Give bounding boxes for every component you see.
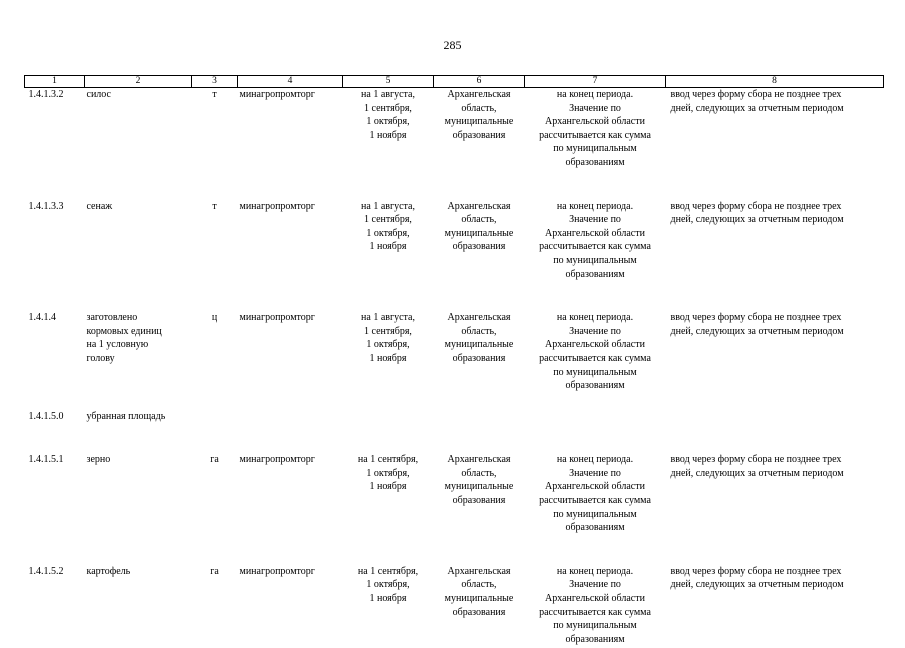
row-period-line: рассчитывается как сумма (527, 494, 664, 508)
row-method (666, 410, 884, 426)
row-dates-line: 1 октября, (345, 467, 432, 481)
row-period-line: образованиям (527, 156, 664, 170)
row-period-line: на конец периода. (527, 200, 664, 214)
row-spacer-cell (25, 425, 884, 453)
row-dates-line: на 1 сентября, (345, 565, 432, 579)
header-col-7: 7 (525, 76, 666, 88)
row-territory-line: муниципальные (436, 338, 523, 352)
row-territory-line: образования (436, 494, 523, 508)
row-dates (343, 453, 434, 537)
row-territory-line: муниципальные (436, 592, 523, 606)
row-method (666, 453, 884, 537)
row-name-line: зерно (87, 453, 190, 467)
row-unit: ц (192, 311, 238, 395)
row-dates-line: 1 ноября (345, 129, 432, 143)
row-unit: га (192, 453, 238, 537)
row-territory-line: область, (436, 578, 523, 592)
row-code: 1.4.1.4 (25, 311, 85, 395)
row-method-line: дней, следующих за отчетным периодом (671, 102, 882, 116)
row-period-line: на конец периода. (527, 453, 664, 467)
row-method (666, 200, 884, 284)
row-method-line: ввод через форму сбора не позднее трех (671, 88, 882, 102)
table-row (25, 311, 884, 395)
row-dates-line: 1 ноября (345, 592, 432, 606)
row-unit: га (192, 565, 238, 648)
row-code: 1.4.1.5.0 (25, 410, 85, 426)
table-row (25, 565, 884, 648)
row-method-line: дней, следующих за отчетным периодом (671, 325, 882, 339)
row-period-line: по муниципальным (527, 254, 664, 268)
row-dates-line: на 1 сентября, (345, 453, 432, 467)
header-col-6: 6 (434, 76, 525, 88)
row-territory (434, 410, 525, 426)
table-body (25, 88, 884, 648)
row-method-line: ввод через форму сбора не позднее трех (671, 311, 882, 325)
row-dates-line: 1 сентября, (345, 325, 432, 339)
row-period-line: на конец периода. (527, 565, 664, 579)
row-territory-line: область, (436, 102, 523, 116)
header-col-1: 1 (25, 76, 85, 88)
row-dates-line: 1 октября, (345, 227, 432, 241)
row-responsible: минагропромторг (238, 311, 343, 395)
row-dates-line: 1 октября, (345, 115, 432, 129)
row-name-line: кормовых единиц (87, 325, 190, 339)
row-period-line: Значение по (527, 578, 664, 592)
page-number: 285 (0, 38, 905, 53)
row-name (85, 565, 192, 648)
row-method-line: дней, следующих за отчетным периодом (671, 467, 882, 481)
row-name (85, 200, 192, 284)
row-dates-line: 1 сентября, (345, 102, 432, 116)
indicator-table (24, 75, 884, 648)
row-unit: т (192, 88, 238, 172)
row-territory (434, 200, 525, 284)
row-name-line: сенаж (87, 200, 190, 214)
row-period (525, 200, 666, 284)
row-territory-line: образования (436, 606, 523, 620)
row-spacer-cell (25, 172, 884, 200)
table-row (25, 410, 884, 426)
row-dates (343, 565, 434, 648)
row-period-line: Значение по (527, 213, 664, 227)
row-period-line: на конец периода. (527, 88, 664, 102)
row-period (525, 311, 666, 395)
row-period-line: Архангельской области (527, 592, 664, 606)
row-territory-line: область, (436, 213, 523, 227)
row-responsible (238, 410, 343, 426)
row-territory (434, 453, 525, 537)
row-territory (434, 565, 525, 648)
row-code: 1.4.1.5.1 (25, 453, 85, 537)
row-dates-line: 1 ноября (345, 240, 432, 254)
row-name (85, 453, 192, 537)
row-name (85, 410, 192, 426)
row-period-line: Архангельской области (527, 227, 664, 241)
row-code: 1.4.1.3.3 (25, 200, 85, 284)
table-row (25, 453, 884, 537)
row-spacer-cell (25, 537, 884, 565)
row-period-line: Архангельской области (527, 338, 664, 352)
row-period-line: образованиям (527, 633, 664, 647)
row-period-line: Архангельской области (527, 115, 664, 129)
row-dates-line: на 1 августа, (345, 200, 432, 214)
row-unit (192, 410, 238, 426)
row-dates (343, 410, 434, 426)
row-period (525, 565, 666, 648)
row-territory-line: Архангельская (436, 565, 523, 579)
row-code: 1.4.1.3.2 (25, 88, 85, 172)
row-dates-line: 1 октября, (345, 578, 432, 592)
row-period-line: Архангельской области (527, 480, 664, 494)
row-method (666, 311, 884, 395)
row-responsible: минагропромторг (238, 565, 343, 648)
row-period-line: по муниципальным (527, 508, 664, 522)
row-territory-line: область, (436, 325, 523, 339)
row-territory-line: образования (436, 240, 523, 254)
row-name (85, 311, 192, 395)
row-responsible: минагропромторг (238, 88, 343, 172)
row-name-line: на 1 условную (87, 338, 190, 352)
row-responsible: минагропромторг (238, 453, 343, 537)
row-spacer-cell (25, 283, 884, 311)
row-method-line: ввод через форму сбора не позднее трех (671, 200, 882, 214)
row-territory (434, 88, 525, 172)
row-method (666, 88, 884, 172)
row-code: 1.4.1.5.2 (25, 565, 85, 648)
row-method-line: ввод через форму сбора не позднее трех (671, 453, 882, 467)
row-territory-line: муниципальные (436, 227, 523, 241)
row-name-line: голову (87, 352, 190, 366)
row-method-line: дней, следующих за отчетным периодом (671, 578, 882, 592)
row-period-line: по муниципальным (527, 619, 664, 633)
row-period-line: по муниципальным (527, 142, 664, 156)
row-territory-line: Архангельская (436, 453, 523, 467)
row-period-line: рассчитывается как сумма (527, 129, 664, 143)
row-method-line: дней, следующих за отчетным периодом (671, 213, 882, 227)
row-territory (434, 311, 525, 395)
row-dates (343, 88, 434, 172)
row-territory-line: область, (436, 467, 523, 481)
row-period-line: Значение по (527, 467, 664, 481)
row-period (525, 88, 666, 172)
row-period (525, 453, 666, 537)
row-territory-line: муниципальные (436, 480, 523, 494)
row-dates-line: 1 октября, (345, 338, 432, 352)
row-spacer (25, 537, 884, 565)
row-period-line: рассчитывается как сумма (527, 240, 664, 254)
row-spacer (25, 283, 884, 311)
row-dates-line: 1 ноября (345, 480, 432, 494)
table-row (25, 200, 884, 284)
row-period-line: образованиям (527, 268, 664, 282)
row-period-line: по муниципальным (527, 366, 664, 380)
row-period-line: образованиям (527, 521, 664, 535)
row-territory-line: Архангельская (436, 200, 523, 214)
row-name-line: силос (87, 88, 190, 102)
row-name-line: убранная площадь (87, 410, 190, 424)
header-col-5: 5 (343, 76, 434, 88)
row-dates (343, 200, 434, 284)
row-spacer (25, 425, 884, 453)
row-spacer-cell (25, 395, 884, 410)
row-name-line: картофель (87, 565, 190, 579)
row-name (85, 88, 192, 172)
row-dates-line: 1 сентября, (345, 213, 432, 227)
row-territory-line: Архангельская (436, 88, 523, 102)
row-name-line: заготовлено (87, 311, 190, 325)
header-row (25, 76, 884, 88)
row-period-line: рассчитывается как сумма (527, 352, 664, 366)
header-col-3: 3 (192, 76, 238, 88)
row-period-line: Значение по (527, 325, 664, 339)
row-unit: т (192, 200, 238, 284)
row-dates (343, 311, 434, 395)
row-period-line: рассчитывается как сумма (527, 606, 664, 620)
row-spacer (25, 395, 884, 410)
row-spacer (25, 172, 884, 200)
row-dates-line: на 1 августа, (345, 311, 432, 325)
table-row (25, 88, 884, 172)
row-dates-line: 1 ноября (345, 352, 432, 366)
row-territory-line: Архангельская (436, 311, 523, 325)
row-period-line: Значение по (527, 102, 664, 116)
row-period-line: на конец периода. (527, 311, 664, 325)
header-col-8: 8 (666, 76, 884, 88)
row-responsible: минагропромторг (238, 200, 343, 284)
row-period (525, 410, 666, 426)
row-dates-line: на 1 августа, (345, 88, 432, 102)
row-period-line: образованиям (527, 379, 664, 393)
header-col-4: 4 (238, 76, 343, 88)
row-territory-line: образования (436, 129, 523, 143)
row-method (666, 565, 884, 648)
row-method-line: ввод через форму сбора не позднее трех (671, 565, 882, 579)
header-col-2: 2 (85, 76, 192, 88)
row-territory-line: муниципальные (436, 115, 523, 129)
row-territory-line: образования (436, 352, 523, 366)
